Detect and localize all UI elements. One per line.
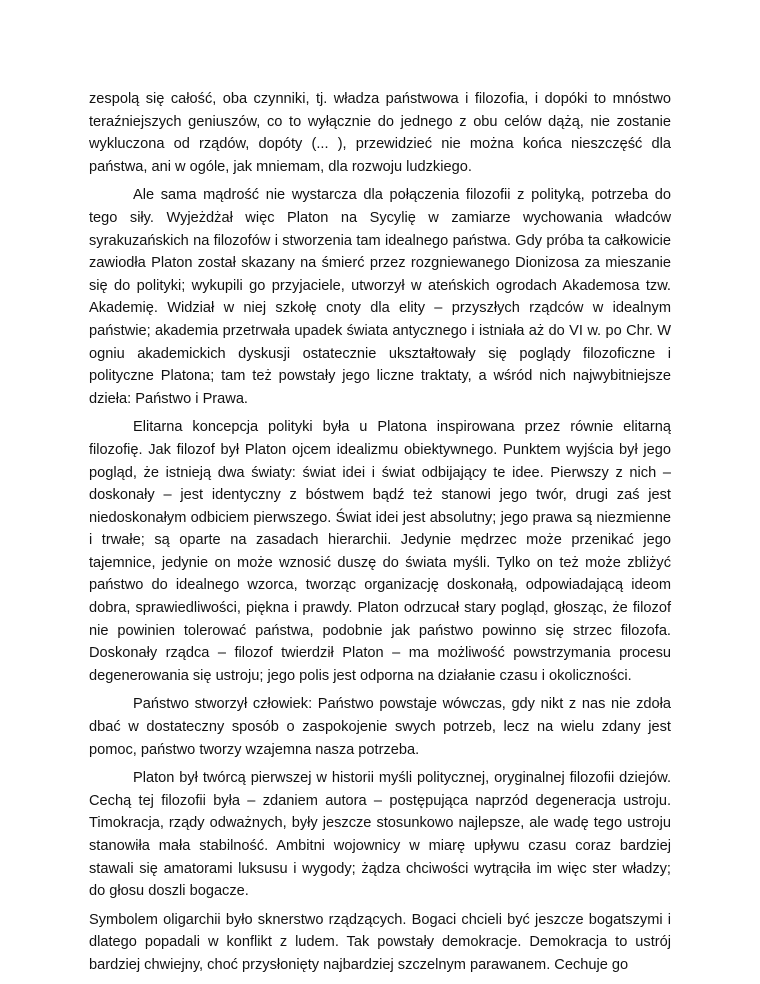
paragraph-wisdom-and-power: Ale sama mądrość nie wystarcza dla połączenia filozofii z polityką, potrzeba do tego siły. Wyjeżdżał więc Platon na Sycylię w zamiarze wychowania władców syrakuzańskich na filozofów i stworzenia tam idealnego państwa. Gdy próba ta całkowicie zawiodła Platon został skazany na śmierć przez rozgniewanego Dionizosa za mieszanie się do polityki; wykupili go przyjaciele, utworzył w ateńskich ogrodach Akademosa tzw. Akademię. Widział w niej szkołę cnoty dla elity – przyszłych rządców w idealnym państwie; akademia przetrwała upadek świata antycznego i istniała aż do VI w. po Chr. W ogniu akademickich dyskusji ostatecznie ukształtowały się poglądy filozoficzne i polityczne Platona; tam też powstały jego liczne traktaty, a wśród nich najwybitniejsze dzieła: Państwo i Prawa. <box>89 187 671 407</box>
paragraph-state-origin: Państwo stworzył człowiek: Państwo powstaje wówczas, gdy nikt z nas nie zdoła dbać w dostateczny sposób o zaspokojenie swych potrzeb, lecz na wielu zdany jest pomoc, państwo tworzy wzajemna nasza potrzeba. <box>89 696 671 758</box>
paragraph-elitist-concept: Elitarna koncepcja polityki była u Platona inspirowana przez równie elitarną filozofię. Jak filozof był Platon ojcem idealizmu obiektywnego. Punktem wyjścia był jego pogląd, że istnieją dwa światy: świat idei i świat odbijający te idee. Pierwszy z nich – doskonały – jest identyczny z bóstwem bądź też stanowi jego twór, drugi zaś jest niedoskonałym odbiciem pierwszego. Świat idei jest absolutny; jego prawa są niezmienne i trwałe; są oparte na zasadach hierarchii. Jedynie mędrzec może przenikać jego tajemnice, jedynie on może wznosić duszę do świata myśli. Tylko on też może zbliżyć państwo do idealnego wzorca, tworząc organizację doskonałą, odpowiadającą ideom dobra, sprawiedliwości, piękna i prawdy. Platon odrzucał stary pogląd, głosząc, że filozof nie powinien tolerować państwa, podobnie jak państwo powinno się strzec filozofa. Doskonały rządca – filozof twierdził Platon – ma możliwość powstrzymania procesu degenerowania się ustroju; jego polis jest odporna na działanie czasu i okoliczności. <box>89 419 671 684</box>
paragraph-philosophy-of-history: Platon był twórcą pierwszej w historii myśli politycznej, oryginalnej filozofii dziejów. Cechą tej filozofii była – zdaniem autora – postępująca naprzód degeneracja ustroju. Timokracja, rządy odważnych, były jeszcze stosunkowo najlepsze, ale wadę tego ustroju stanowiła mała stabilność. Ambitni wojownicy w miarę upływu czasu coraz bardziej stawali się amatorami luksusu i wygody; żądza chciwości wytrąciła im więc ster władzy; do głosu doszli bogacze. <box>89 770 671 900</box>
paragraph-continuation: zespolą się całość, oba czynniki, tj. władza państwowa i filozofia, i dopóki to mnóstwo teraźniejszych geniuszów, co to wyłącznie do jednego z obu celów dążą, nie zostanie wykluczona od rządów, dopóty (... ), przewidzieć nie można końca nieszczęść dla państwa, ani w ogóle, jak mniemam, dla rozwoju ludzkiego. <box>89 91 671 175</box>
paragraph-oligarchy: Symbolem oligarchii było sknerstwo rządzących. Bogaci chcieli być jeszcze bogatszymi i dlatego popadali w konflikt z ludem. Tak powstały demokracje. Demokracja to ustrój bardziej chwiejny, choć przysłonięty najbardziej szczelnym parawanem. Cechuje go <box>89 911 671 973</box>
document-page <box>89 88 671 983</box>
